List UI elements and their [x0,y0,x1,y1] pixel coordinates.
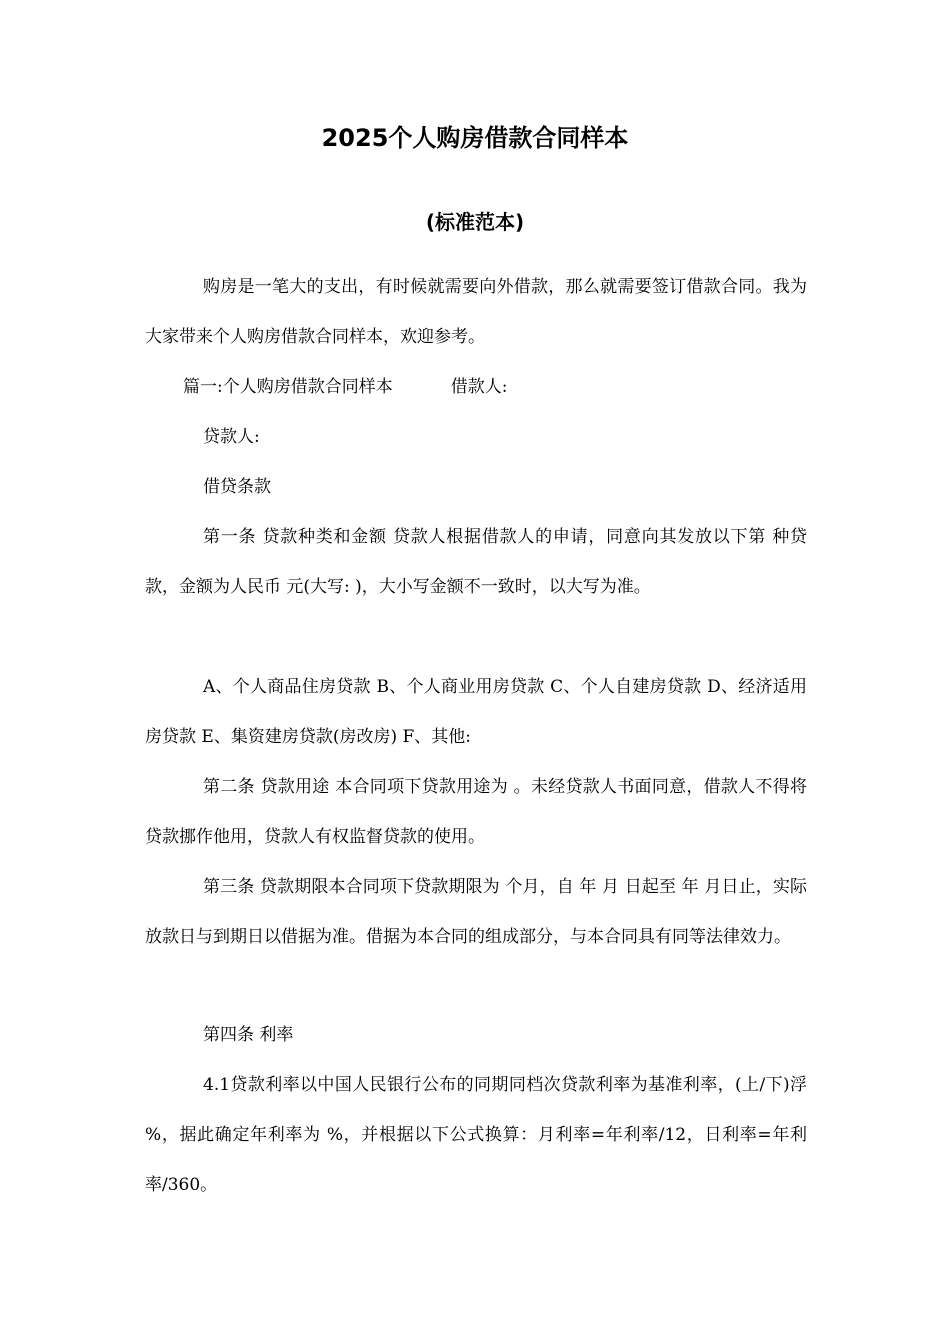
intro-paragraph: 购房是一笔大的支出，有时候就需要向外借款，那么就需要签订借款合同。我为大家带来个人购房借款合同样本，欢迎参考。 [145,277,807,347]
document-subtitle: (标准范本) [425,210,525,234]
article-2: 第二条 贷款用途 本合同项下贷款用途为 。未经贷款人书面同意，借款人不得将贷款挪作他用，贷款人有权监督贷款的使用。 [145,777,807,847]
article-4-heading: 第四条 利率 [203,1025,294,1045]
section-heading: 篇一:个人购房借款合同样本 [183,377,393,397]
article-3: 第三条 贷款期限本合同项下贷款期限为 个月，自 年 月 日起至 年 月日止，实际放款日与到期日以借据为准。借据为本合同的组成部分，与本合同具有同等法律效力。 [145,877,807,947]
article-1: 第一条 贷款种类和金额 贷款人根据借款人的申请，同意向其发放以下第 种贷款，金额为人民币 元(大写: )，大小写金额不一致时，以大写为准。 [145,527,807,597]
terms-heading: 借贷条款 [203,477,271,497]
article-4-1: 4.1贷款利率以中国人民银行公布的同期同档次贷款利率为基准利率，(上/下)浮 %，据此确定年利率为 %，并根据以下公式换算：月利率=年利率/12，日利率=年利率/360。 [145,1075,807,1195]
loan-types: A、个人商品住房贷款 B、个人商业用房贷款 C、个人自建房贷款 D、经济适用房贷款 E、集资建房贷款(房改房) F、其他: [145,677,807,747]
lender-label: 贷款人: [203,427,260,447]
section-heading-line [145,362,807,412]
borrower-label: 借款人: [450,377,508,397]
document-title: 2025个人购房借款合同样本 [321,124,629,152]
